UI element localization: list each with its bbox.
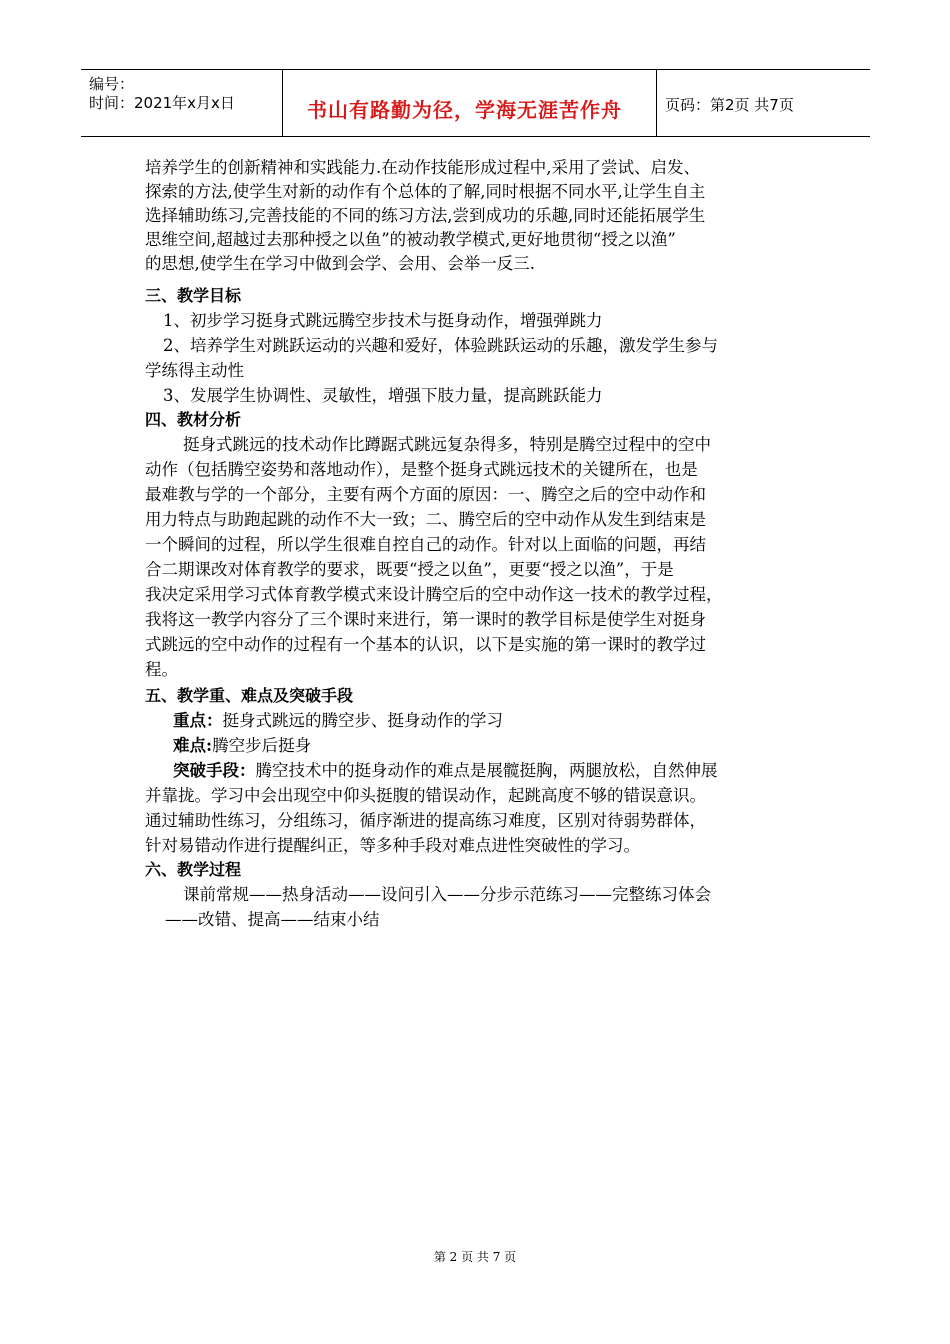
section-heading-process: 六、教学过程 [145,860,242,879]
analysis-line: 动作（包括腾空姿势和落地动作），是整个挺身式跳远技术的关键所在，也是 [145,460,698,479]
analysis-line: 式跳远的空中动作的过程有一个基本的认识，以下是实施的第一课时的教学过 [145,635,706,654]
section-heading-analysis: 四、教材分析 [145,410,242,429]
header-motto-cell [283,70,657,136]
breakthrough-line: 并靠拢。学习中会出现空中仰头挺腹的错误动作，起跳高度不够的错误意识。 [145,786,706,805]
difficulty-line [173,734,311,758]
goal-item: 2、培养学生对跳跃运动的兴趣和爱好，体验跳跃运动的乐趣，激发学生参与 [163,336,718,355]
analysis-line: 用力特点与助跑起跳的动作不大一致；二、腾空后的空中动作从发生到结束是 [145,510,706,529]
breakthrough-label: 突破手段： [173,761,256,780]
paragraph-line: 思维空间,超越过去那种授之以鱼”的被动教学模式,更好地贯彻“授之以渔” [145,230,676,249]
key-point-label: 重点： [173,711,223,730]
breakthrough-line [173,759,718,783]
breakthrough-line: 针对易错动作进行提醒纠正，等多种手段对难点进性突破性的学习。 [145,836,640,855]
goal-item: 1、初步学习挺身式跳远腾空步技术与挺身动作，增强弹跳力 [163,311,603,330]
analysis-line: 一个瞬间的过程，所以学生很难自控自己的动作。针对以上面临的问题，再结 [145,535,706,554]
goal-item: 3、发展学生协调性、灵敏性，增强下肢力量，提高跳跃能力 [163,386,603,405]
key-point-line [173,709,503,733]
header-motto: 书山有路勤为径，学海无涯苦作舟 [307,98,622,122]
difficulty-text: 腾空步后挺身 [212,736,312,755]
paragraph-line: 培养学生的创新精神和实践能力.在动作技能形成过程中,采用了尝试、启发、 [145,158,700,177]
process-line: ——改错、提高——结束小结 [165,910,380,929]
section-heading-key-points: 五、教学重、难点及突破手段 [145,686,354,705]
difficulty-label: 难点: [173,736,213,755]
breakthrough-line: 通过辅助性练习，分组练习，循序渐进的提高练习难度，区别对待弱势群体， [145,811,706,830]
analysis-line: 挺身式跳远的技术动作比蹲踞式跳远复杂得多，特别是腾空过程中的空中 [183,435,711,454]
goal-item-continued: 学练得主动性 [145,361,244,380]
header-meta-cell [81,70,283,136]
analysis-line: 我决定采用学习式体育教学模式来设计腾空后的空中动作这一技术的教学过程， [145,585,723,604]
analysis-line: 我将这一教学内容分了三个课时来进行，第一课时的教学目标是使学生对挺身 [145,610,706,629]
header-page-cell [657,70,870,136]
analysis-line: 合二期课改对体育教学的要求，既要“授之以鱼”，更要“授之以渔”，于是 [145,560,674,579]
paragraph-line: 探索的方法,使学生对新的动作有个总体的了解,同时根据不同水平,让学生自主 [145,182,706,201]
paragraph-line: 选择辅助练习,完善技能的不同的练习方法,尝到成功的乐趣,同时还能拓展学生 [145,206,706,225]
time-label: 时间：2021年x月x日 [89,94,235,112]
document-header [81,69,870,137]
analysis-line: 最难教与学的一个部分，主要有两个方面的原因：一、腾空之后的空中动作和 [145,485,706,504]
paragraph-line: 的思想,使学生在学习中做到会学、会用、会举一反三. [145,254,535,273]
number-label: 编号： [89,75,135,93]
page-footer: 第 2 页 共 7 页 [433,1250,517,1264]
section-heading-goals: 三、教学目标 [145,286,242,305]
process-line: 课前常规——热身活动——设问引入——分步示范练习——完整练习体会 [183,885,711,904]
header-page-info: 页码：第2页 共7页 [665,96,794,114]
key-point-text: 挺身式跳远的腾空步、挺身动作的学习 [222,711,503,730]
analysis-line: 程。 [145,660,178,679]
breakthrough-text: 腾空技术中的挺身动作的难点是展髋挺胸，两腿放松，自然伸展 [255,761,718,780]
